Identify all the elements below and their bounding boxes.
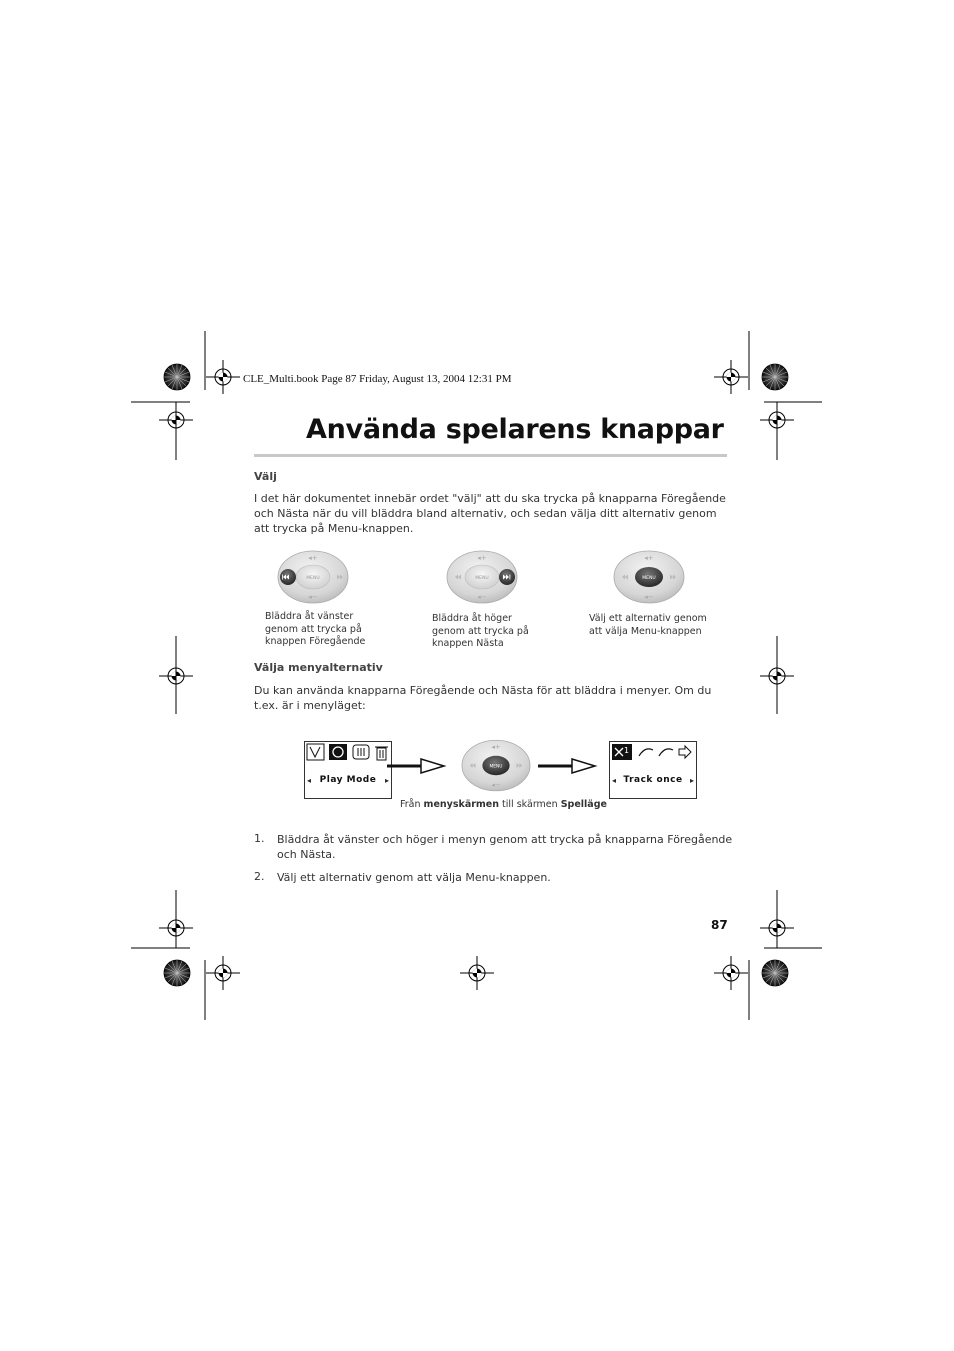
section-body-select: I det här dokumentet innebär ordet "välj" att du ska trycka på knapparna Föregående och Nästa när du vill bläddra bland alternativ, och sedan välja ditt alternativ genom att trycka på Menu-knappen.: [254, 492, 726, 535]
svg-text:◂−: ◂−: [491, 780, 501, 789]
svg-text:MENU: MENU: [642, 576, 656, 581]
starburst-mark: [164, 364, 190, 390]
svg-text:◂+: ◂+: [477, 554, 487, 562]
print-header: CLE_Multi.book Page 87 Friday, August 13, 2004 12:31 PM: [243, 373, 512, 385]
step-number: 2.: [254, 870, 265, 883]
svg-text:MENU: MENU: [306, 576, 320, 581]
flow-caption-from: menyskärmen: [423, 799, 500, 810]
crosshair-mark: [714, 956, 748, 990]
controller-next-pressed: [445, 549, 519, 605]
play-mode-label: Play Mode: [319, 775, 377, 785]
title-underline: [254, 454, 727, 457]
svg-text:◂+: ◂+: [308, 554, 318, 562]
svg-text:MENU: MENU: [475, 576, 489, 581]
flow-caption-prefix: Från: [400, 799, 424, 810]
flow-arrow-icon: [387, 757, 447, 775]
crosshair-mark: [206, 360, 240, 394]
lcd-menu-screen: [304, 741, 392, 799]
controller-prev-pressed: [276, 549, 350, 605]
svg-text:◂−: ◂−: [477, 593, 487, 601]
flow-arrow-icon: [538, 757, 598, 775]
starburst-mark: [164, 960, 190, 986]
crosshair-mark: [714, 360, 748, 394]
track-once-badge: 1: [624, 746, 630, 755]
caption-select-menu: Välj ett alternativ genom att välja Menu-knappen: [589, 613, 707, 637]
crosshair-mark: [206, 956, 240, 990]
section-body-menu: Du kan använda knapparna Föregående och Nästa för att bläddra i menyer. Om du t.ex. är i menyläget:: [254, 684, 712, 712]
page-title: Använda spelarens knappar: [306, 414, 724, 445]
flow-caption: [400, 799, 607, 812]
crosshair-mark: [460, 956, 494, 990]
step-text: Välj ett alternativ genom att välja Menu-knappen.: [277, 871, 551, 884]
track-once-label: Track once: [623, 775, 683, 785]
starburst-mark: [762, 364, 788, 390]
flow-caption-to: Spelläge: [560, 799, 607, 810]
section-heading-menu: Välja menyalternativ: [254, 661, 383, 674]
right-arrow-icon: ▸: [384, 776, 389, 785]
caption-scroll-right: Bläddra åt höger genom att trycka på knappen Nästa: [432, 613, 529, 649]
right-arrow-icon: ▸: [689, 776, 694, 785]
left-arrow-icon: ◂: [307, 776, 312, 785]
menu-icons-row: [306, 743, 390, 763]
controller-menu-pressed: [612, 549, 686, 605]
svg-text:MENU: MENU: [489, 764, 503, 770]
svg-text:◂+: ◂+: [491, 742, 501, 751]
step-text: Bläddra åt vänster och höger i menyn genom att trycka på knapparna Föregående och Nästa.: [277, 833, 733, 861]
section-heading-select: Välj: [254, 470, 277, 483]
svg-text:◂−: ◂−: [644, 593, 654, 601]
svg-text:◂−: ◂−: [308, 593, 318, 601]
starburst-mark: [762, 960, 788, 986]
lcd-playmode-screen: [609, 741, 697, 799]
controller-menu-pressed-flow: [460, 738, 532, 793]
step-number: 1.: [254, 832, 265, 845]
left-arrow-icon: ◂: [612, 776, 617, 785]
caption-scroll-left: Bläddra åt vänster genom att trycka på knappen Föregående: [265, 611, 366, 647]
svg-text:◂+: ◂+: [644, 554, 654, 562]
flow-caption-middle: till skärmen: [499, 799, 561, 810]
page-number: 87: [711, 918, 728, 932]
